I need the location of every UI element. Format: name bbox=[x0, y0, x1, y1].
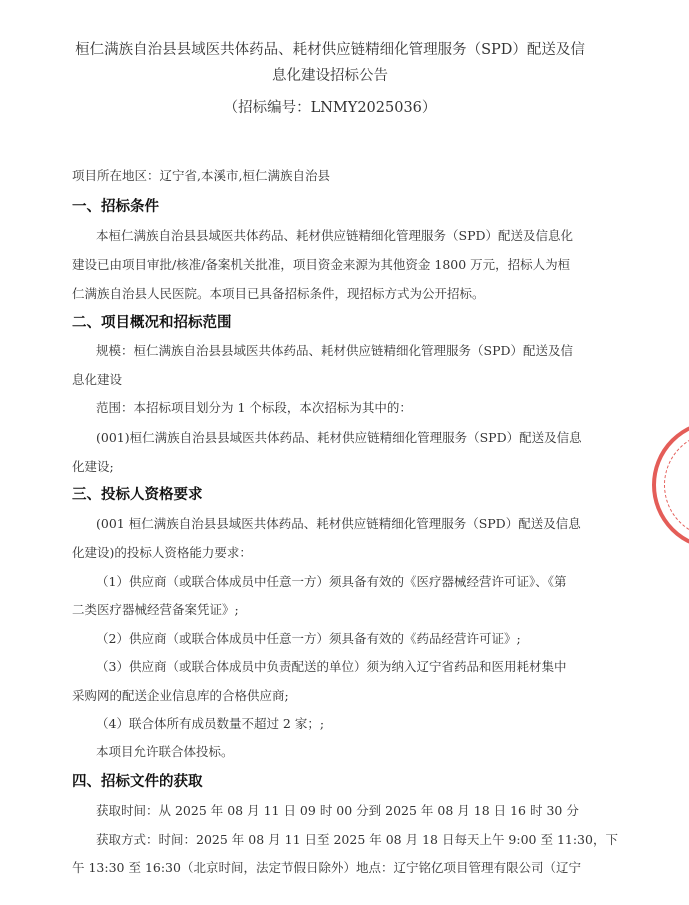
section-1-line-1: 本桓仁满族自治县县域医共体药品、耗材供应链精细化管理服务（SPD）配送及信息化 bbox=[96, 228, 573, 243]
section-3-line-6: （3）供应商（或联合体成员中负责配送的单位）须为纳入辽宁省药品和医用耗材集中 bbox=[96, 659, 567, 674]
section-3-line-8: （4）联合体所有成员数量不超过 2 家；; bbox=[96, 716, 325, 731]
section-3-line-5: （2）供应商（或联合体成员中任意一方）须具备有效的《药品经营许可证》; bbox=[96, 631, 521, 646]
section-3-line-4: 二类医疗器械经营备案凭证》; bbox=[72, 602, 239, 617]
section-2-line-5: 化建设; bbox=[72, 459, 114, 474]
section-3-line-1: (001 桓仁满族自治县县域医共体药品、耗材供应链精细化管理服务（SPD）配送及信息 bbox=[96, 516, 581, 531]
section-3-line-9: 本项目允许联合体投标。 bbox=[96, 744, 234, 759]
section-heading-3: 三、投标人资格要求 bbox=[72, 487, 203, 503]
project-location: 项目所在地区：辽宁省,本溪市,桓仁满族自治县 bbox=[72, 168, 330, 183]
title-line-1: 桓仁满族自治县县域医共体药品、耗材供应链精细化管理服务（SPD）配送及信 bbox=[75, 42, 585, 58]
company-seal-stamp bbox=[652, 420, 689, 550]
section-3-line-7: 采购网的配送企业信息库的合格供应商; bbox=[72, 688, 289, 703]
section-4-line-3: 午 13:30 至 16:30（北京时间，法定节假日除外）地点：辽宁铭亿项目管理有限公司（辽宁 bbox=[72, 860, 581, 875]
section-2-line-1: 规模：桓仁满族自治县县域医共体药品、耗材供应链精细化管理服务（SPD）配送及信 bbox=[96, 343, 573, 358]
section-heading-2: 二、项目概况和招标范围 bbox=[72, 315, 232, 331]
section-1-line-3: 仁满族自治县人民医院。本项目已具备招标条件，现招标方式为公开招标。 bbox=[72, 286, 485, 301]
document-title bbox=[60, 37, 600, 89]
section-2-line-2: 息化建设 bbox=[72, 372, 123, 387]
section-heading-1: 一、招标条件 bbox=[72, 199, 159, 215]
section-heading-4: 四、招标文件的获取 bbox=[72, 774, 203, 790]
section-4-line-1: 获取时间：从 2025 年 08 月 11 日 09 时 00 分到 2025 年 08 月 18 日 16 时 30 分 bbox=[96, 803, 579, 818]
section-1-line-2: 建设已由项目审批/核准/备案机关批准，项目资金来源为其他资金 1800 万元，招标人为桓 bbox=[72, 257, 571, 272]
tender-number: （招标编号：LNMY2025036） bbox=[223, 100, 437, 116]
section-2-line-3: 范围：本招标项目划分为 1 个标段，本次招标为其中的： bbox=[96, 400, 412, 415]
section-2-line-4: (001)桓仁满族自治县县域医共体药品、耗材供应链精细化管理服务（SPD）配送及信息 bbox=[96, 430, 582, 445]
section-3-line-3: （1）供应商（或联合体成员中任意一方）须具备有效的《医疗器械经营许可证》、《第 bbox=[96, 574, 567, 589]
section-3-line-2: 化建设)的投标人资格能力要求： bbox=[72, 545, 252, 560]
title-line-2: 息化建设招标公告 bbox=[272, 68, 388, 84]
section-4-line-2: 获取方式：时间：2025 年 08 月 11 日至 2025 年 08 月 18 日每天上午 9:00 至 11:30，下 bbox=[96, 832, 618, 847]
